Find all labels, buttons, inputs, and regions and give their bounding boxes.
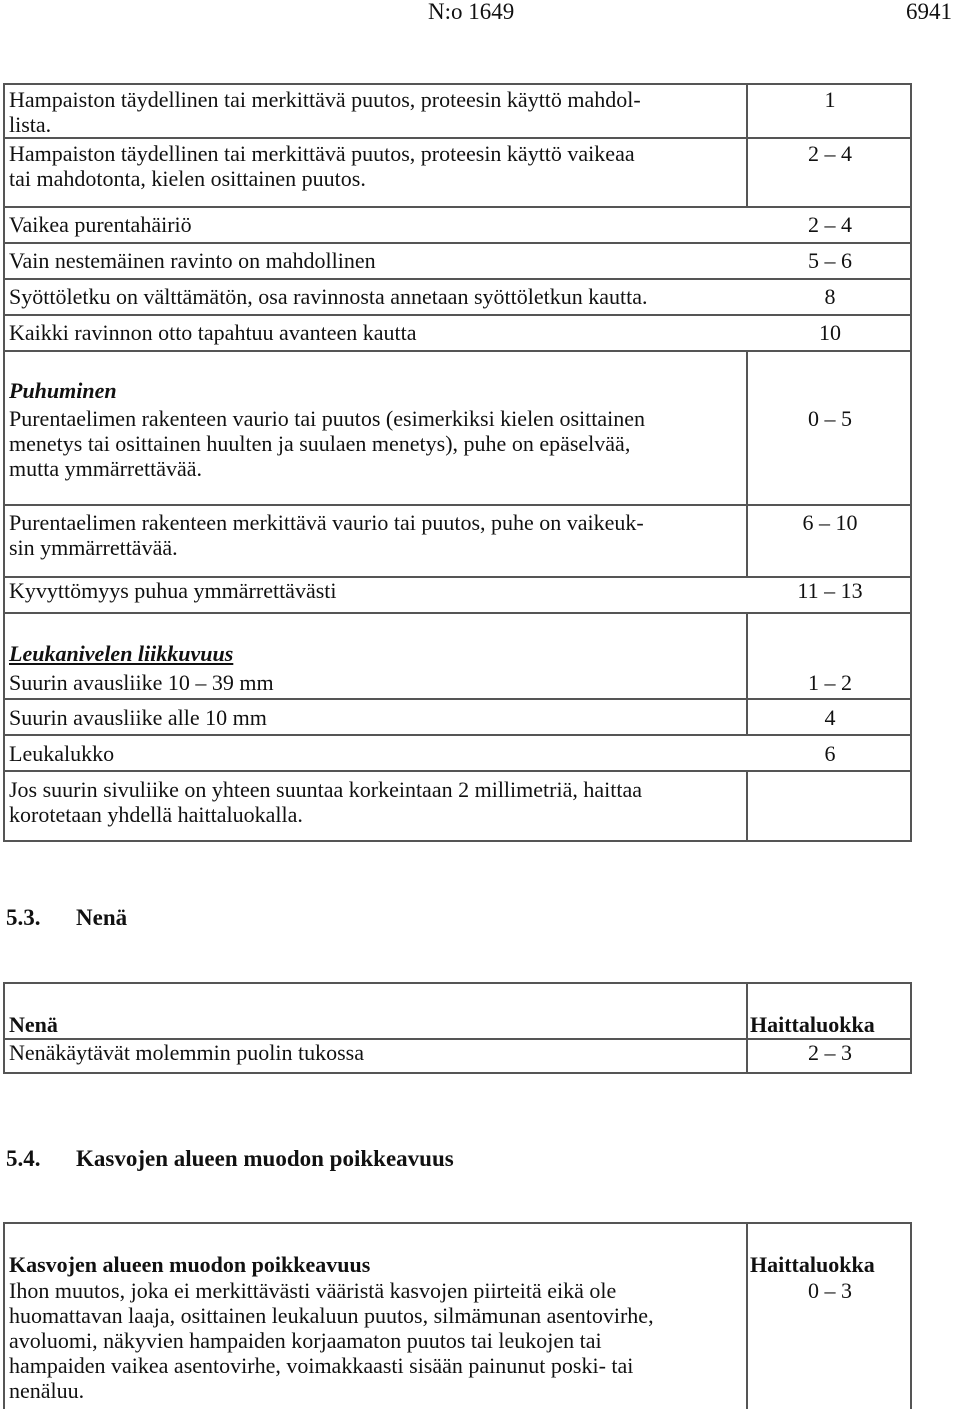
section-number: 5.3.	[6, 905, 41, 930]
table-row	[5, 1038, 912, 1074]
row-value: 11 – 13	[797, 578, 863, 603]
table-row	[5, 578, 912, 614]
row-label: Purentaelimen rakenteen vaurio tai puutos (esimerkiksi kielen osittainen menetys tai osittainen huulten ja suulaen menetys), puhe on epäselvää, mutta ymmärrettävää.	[9, 406, 645, 481]
table-nose	[3, 982, 912, 1074]
row-label: Hampaiston täydellinen tai merkittävä puutos, proteesin käyttö mahdol- lista.	[9, 87, 641, 137]
row-value: 4	[824, 705, 836, 730]
row-value: 0 – 5	[808, 406, 852, 431]
table-header-row	[5, 1224, 912, 1278]
table-header-row	[5, 984, 912, 1040]
row-label: Kaikki ravinnon otto tapahtuu avanteen kautta	[9, 320, 417, 345]
table-row	[5, 244, 912, 280]
row-value: 10	[819, 320, 841, 345]
row-label: Purentaelimen rakenteen merkittävä vaurio tai puutos, puhe on vaikeuk- sin ymmärrettävää.	[9, 510, 644, 560]
table-row	[5, 506, 912, 578]
table-row	[5, 736, 912, 772]
row-value: 6	[824, 741, 836, 766]
table-face	[3, 1222, 912, 1409]
table-row	[5, 352, 912, 506]
row-label: Kyvyttömyys puhua ymmärrettävästi	[9, 578, 337, 603]
section-title: Kasvojen alueen muodon poikkeavuus	[76, 1146, 454, 1171]
row-value: 1 – 2	[808, 670, 852, 695]
table-impairment	[3, 83, 912, 842]
column-header-value: Haittaluokka	[750, 1012, 875, 1037]
row-label: Vain nestemäinen ravinto on mahdollinen	[9, 248, 376, 273]
row-label: Syöttöletku on välttämätön, osa ravinnosta annetaan syöttöletkun kautta.	[9, 284, 648, 309]
row-label: Suurin avausliike alle 10 mm	[9, 705, 267, 730]
row-label: Suurin avausliike 10 – 39 mm	[9, 670, 274, 695]
section-heading-puhuminen: Puhuminen	[9, 378, 117, 403]
table-row	[5, 85, 912, 139]
table-row	[5, 1278, 912, 1409]
row-value: 2 – 4	[808, 141, 852, 166]
row-label: Nenäkäytävät molemmin puolin tukossa	[9, 1040, 364, 1065]
row-value: 2 – 4	[808, 212, 852, 237]
table-row	[5, 700, 912, 736]
page-header	[0, 0, 960, 30]
row-label: Hampaiston täydellinen tai merkittävä puutos, proteesin käyttö vaikeaa tai mahdotonta, kielen osittainen puutos.	[9, 141, 635, 191]
row-value: 6 – 10	[802, 510, 858, 535]
row-value: 1	[824, 87, 836, 112]
table-row	[5, 772, 912, 842]
table-row	[5, 614, 912, 700]
header-page-number: 6941	[906, 0, 952, 24]
column-header-value: Haittaluokka	[750, 1252, 875, 1277]
row-label: Leukalukko	[9, 741, 115, 766]
row-label: Vaikea purentahäiriö	[9, 212, 192, 237]
row-value: 0 – 3	[808, 1278, 852, 1303]
table-row	[5, 280, 912, 316]
section-number: 5.4.	[6, 1146, 41, 1171]
table-row	[5, 316, 912, 352]
row-value: 5 – 6	[808, 248, 852, 273]
table-row	[5, 208, 912, 244]
header-issue-number: N:o 1649	[428, 0, 515, 24]
row-label: Jos suurin sivuliike on yhteen suuntaa korkeintaan 2 millimetriä, haittaa korotetaan yhdellä haittaluokalla.	[9, 777, 642, 827]
row-label: Ihon muutos, joka ei merkittävästi vääristä kasvojen piirteitä eikä ole huomattavan laaja, osittainen leukaluun puutos, silmämunan asentovirhe, avoluomi, näkyvien hampaiden korjaamaton puutos tai leukojen tai hampaiden vaikea asentovirhe, voimakkaasti sisään painunut poski- tai nenäluu.	[9, 1278, 654, 1403]
column-header-label: Nenä	[9, 1012, 58, 1037]
table-row	[5, 137, 912, 208]
section-title: Nenä	[76, 905, 128, 930]
column-header-label: Kasvojen alueen muodon poikkeavuus	[9, 1252, 371, 1277]
section-heading	[6, 1146, 454, 1172]
section-heading	[6, 905, 127, 931]
row-value: 8	[824, 284, 836, 309]
section-heading-leukanivelen: Leukanivelen liikkuvuus	[9, 641, 234, 666]
row-value: 2 – 3	[808, 1040, 852, 1065]
